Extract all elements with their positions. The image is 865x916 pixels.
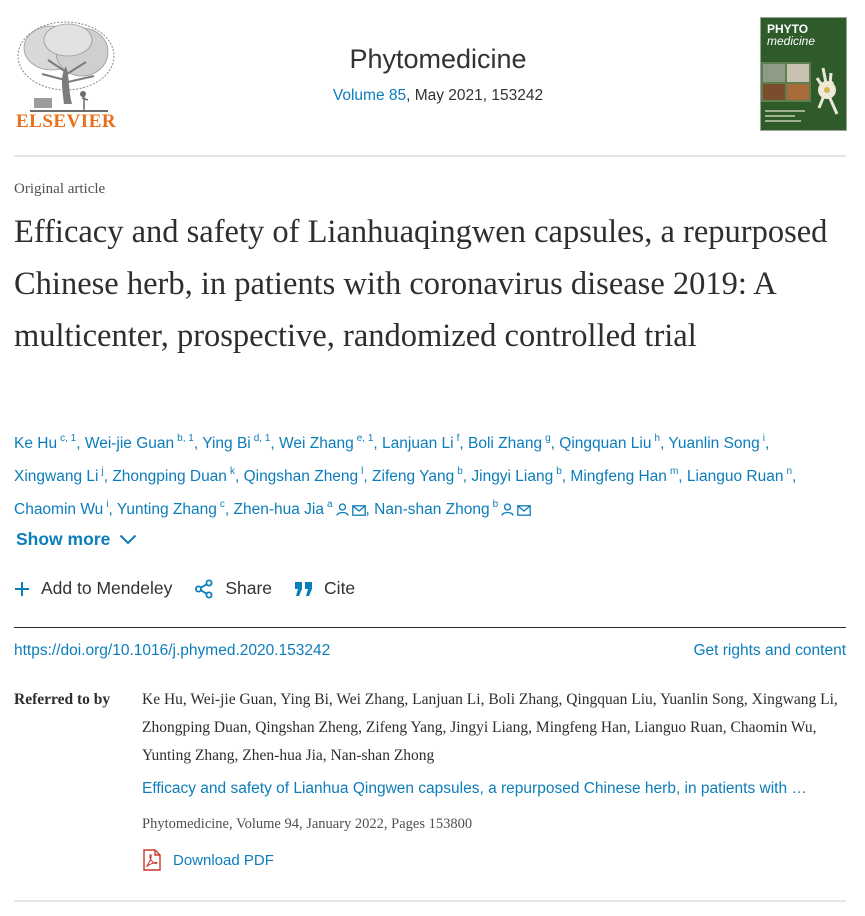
author-link[interactable]	[244, 468, 364, 485]
email-icon[interactable]	[352, 505, 366, 516]
download-pdf-label: Download PDF	[173, 851, 274, 869]
quote-icon	[294, 581, 313, 597]
author-link[interactable]	[374, 501, 531, 518]
cite-label: Cite	[324, 578, 356, 598]
person-icon	[336, 503, 349, 516]
journal-title[interactable]: Phytomedicine	[349, 44, 527, 74]
share-label: Share	[225, 578, 273, 598]
author-link[interactable]	[668, 435, 765, 452]
author-link[interactable]	[14, 468, 104, 485]
author-link[interactable]	[279, 435, 373, 452]
author-link[interactable]	[85, 435, 194, 452]
author-name: Yunting Zhang	[116, 501, 217, 518]
author-affiliation: e, 1	[356, 433, 374, 444]
author-affiliation: d, 1	[253, 433, 271, 444]
issue-details: , May 2021, 153242	[406, 87, 544, 104]
author-affiliation: m	[669, 466, 679, 477]
download-pdf-link[interactable]	[142, 849, 274, 871]
journal-header	[0, 0, 865, 156]
author-name: Lianguo Ruan	[686, 468, 784, 485]
author-link[interactable]	[382, 435, 459, 452]
author-name: Zhongping Duan	[112, 468, 227, 485]
author-affiliation: b	[556, 466, 562, 477]
volume-link[interactable]: Volume 85	[332, 87, 407, 104]
author-list: Ke Hu $^{c, 1}$, Wei-jie Guan $^{b, 1}$, Ying Bi $^{d, 1}$, Wei Zhang $^{e, 1}$, Lanjuan Li $^f$, Boli Zhang $^g$, Qingquan Liu $^h$, Yuanlin Song $^i$, Xingwang Li $^j$, Zhongping Duan $^k$, Qingshan Zheng $^l$, Zifeng Yang $^b$, Jingyi Liang $^b$, Mingfeng Han $^m$, Lianguo Ruan $^n$, Chaomin Wu $^i$, Yunting Zhang $^c$, Zhen-hua Jia $^a$ , Nan-shan Zhong $^b$	[14, 433, 797, 518]
issue-info	[226, 87, 650, 105]
author-link[interactable]	[14, 501, 109, 518]
author-link[interactable]	[14, 435, 76, 452]
author-link[interactable]	[468, 435, 551, 452]
share-button[interactable]	[194, 578, 272, 599]
author-affiliation: c, 1	[60, 433, 77, 444]
author-name: Boli Zhang	[467, 435, 543, 452]
author-affiliation: j	[101, 466, 104, 477]
author-affiliation: h	[654, 433, 661, 444]
share-icon	[194, 579, 214, 599]
author-affiliation: b, 1	[177, 433, 194, 444]
author-name: Qingshan Zheng	[243, 468, 359, 485]
author-link[interactable]	[112, 468, 235, 485]
cite-button[interactable]	[294, 578, 355, 599]
author-affiliation: a	[326, 499, 333, 510]
cover-title: PHYTO medicine	[767, 22, 816, 48]
actions-divider	[14, 627, 846, 628]
pdf-icon	[142, 849, 162, 871]
author-affiliation: f	[456, 433, 460, 444]
author-affiliation: b	[457, 466, 463, 477]
rights-link[interactable]: Get rights and content	[693, 642, 846, 659]
author-link[interactable]	[234, 501, 366, 518]
referred-to-by-label: Referred to by	[14, 691, 111, 708]
author-affiliation: g	[545, 433, 551, 444]
author-name: Wei-jie Guan	[84, 435, 175, 452]
author-affiliation: n	[786, 466, 792, 477]
author-link[interactable]	[570, 468, 678, 485]
doi-link[interactable]: https://doi.org/10.1016/j.phymed.2020.153242	[14, 642, 331, 659]
author-link[interactable]	[372, 468, 463, 485]
author-name: Qingquan Liu	[559, 435, 652, 452]
referring-article-source: Phytomedicine, Volume 94, January 2022, Pages 153800	[142, 816, 473, 832]
author-affiliation: i	[762, 433, 765, 444]
email-icon[interactable]	[517, 505, 531, 516]
author-name: Mingfeng Han	[570, 468, 667, 485]
author-name: Ying Bi	[202, 435, 251, 452]
author-name: Zifeng Yang	[372, 468, 455, 485]
author-name: Wei Zhang	[279, 435, 354, 452]
header-divider	[14, 155, 846, 157]
mendeley-label: Add to Mendeley	[41, 578, 173, 598]
author-name: Xingwang Li	[14, 468, 99, 485]
author-link[interactable]	[202, 435, 270, 452]
elsevier-wordmark[interactable]: ELSEVIER	[16, 111, 117, 132]
author-name: Chaomin Wu	[14, 501, 104, 518]
journal-info	[226, 44, 650, 105]
author-name: Yuanlin Song	[668, 435, 760, 452]
plus-icon	[14, 581, 30, 597]
author-link[interactable]	[687, 468, 792, 485]
author-name: Nan-shan Zhong	[374, 501, 490, 518]
show-more-label: Show more	[16, 529, 111, 549]
section-divider	[14, 900, 846, 902]
article-title: Efficacy and safety of Lianhuaqingwen capsules, a repurposed Chinese herb, in patients with coronavirus disease 2019: A multicenter, prospective, randomized controlled trial	[14, 214, 828, 354]
author-affiliation: l	[361, 466, 364, 477]
author-affiliation: c	[219, 499, 225, 510]
author-name: Jingyi Liang	[471, 468, 554, 485]
author-link[interactable]	[117, 501, 225, 518]
author-name: Zhen-hua Jia	[233, 501, 324, 518]
add-to-mendeley-button[interactable]	[14, 578, 172, 599]
journal-cover[interactable]	[760, 17, 847, 131]
author-name: Ke Hu	[14, 435, 58, 452]
article-actions	[14, 578, 377, 599]
author-name: Lanjuan Li	[382, 435, 454, 452]
article-type: Original article	[14, 181, 106, 197]
person-icon	[501, 503, 514, 516]
author-affiliation: k	[229, 466, 235, 477]
author-link[interactable]	[559, 435, 660, 452]
author-affiliation: i	[106, 499, 109, 510]
author-link[interactable]	[471, 468, 561, 485]
referring-authors: Ke Hu, Wei-jie Guan, Ying Bi, Wei Zhang, Lanjuan Li, Boli Zhang, Qingquan Liu, Yuanlin Song, Xingwang Li, Zhongping Duan, Qingshan Zheng, Zifeng Yang, Jingyi Liang, Mingfeng Han, Lianguo Ruan, Chaomin Wu, Yunting Zhang, Zhen-hua Jia, Nan-shan Zhong	[142, 691, 838, 764]
chevron-down-icon	[119, 534, 137, 545]
author-affiliation: b	[492, 499, 499, 510]
referring-article-link[interactable]: Efficacy and safety of Lianhua Qingwen capsules, a repurposed Chinese herb, in patients with …	[142, 780, 807, 797]
show-more-button[interactable]	[16, 529, 137, 550]
